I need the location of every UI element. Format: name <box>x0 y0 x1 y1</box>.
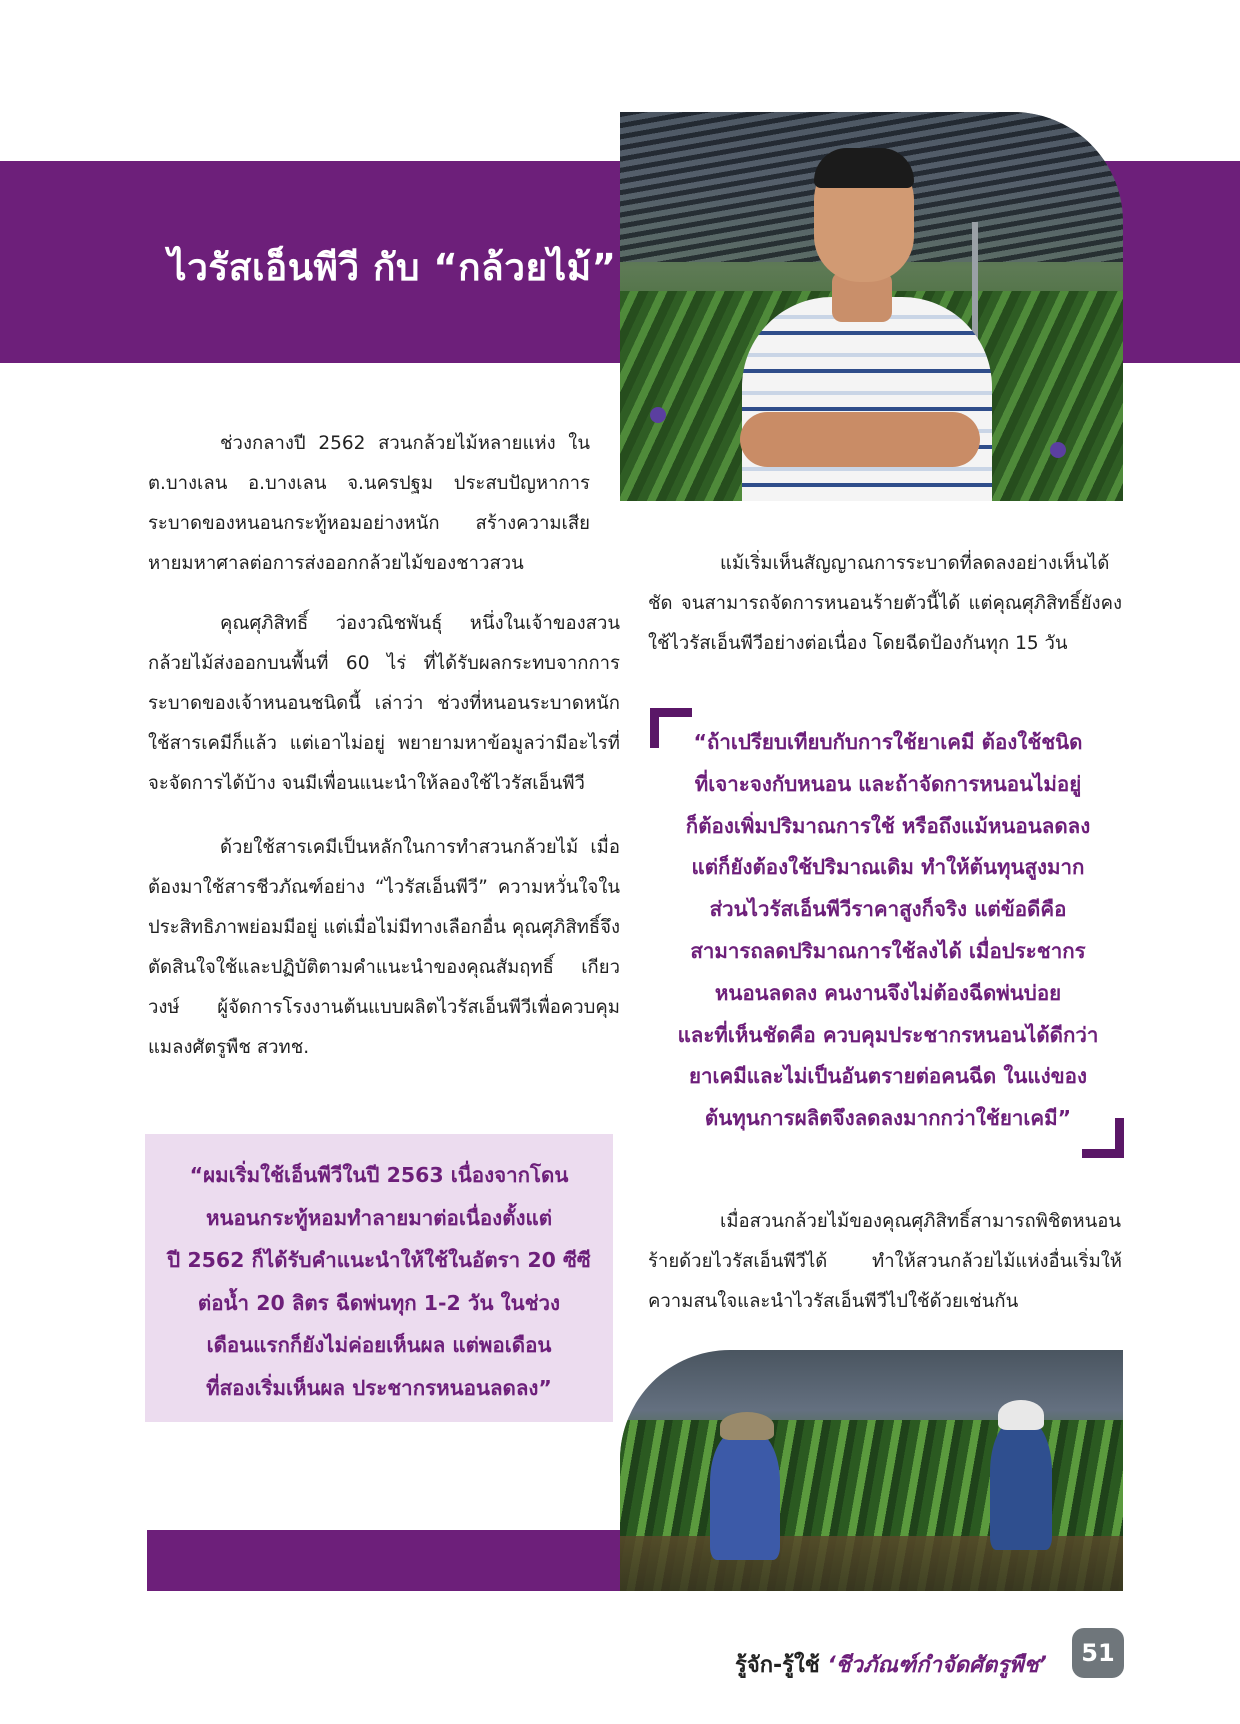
quote-line: และที่เห็นชัดคือ ควบคุมประชากรหนอนได้ดีกว่า <box>677 1022 1099 1047</box>
running-footer <box>735 1647 1047 1682</box>
quote-line: ปี 2562 ก็ได้รับคำแนะนำให้ใช้ในอัตรา 20 ซีซี <box>167 1248 591 1272</box>
pull-quote-left <box>145 1154 613 1409</box>
orchid-flower <box>1050 442 1066 458</box>
worker-hat <box>720 1412 774 1440</box>
quote-line: ส่วนไวรัสเอ็นพีวีราคาสูงก็จริง แต่ข้อดีคือ <box>709 897 1067 922</box>
quote-line: ที่สองเริ่มเห็นผล ประชากรหนอนลดลง” <box>206 1375 552 1400</box>
paragraph-3: ด้วยใช้สารเคมีเป็นหลักในการทำสวนกล้วยไม้ เมื่อต้องมาใช้สารชีวภัณฑ์อย่าง “ไวรัสเอ็นพีวี” ความหวั่นใจในประสิทธิภาพย่อมมีอยู่ แต่เมื่อไม่มีทางเลือกอื่น คุณศุภิสิทธิ์จึงตัดสินใจใช้และปฏิบัติตามคำแนะนำของคุณสัมฤทธิ์ เกียววงษ์ ผู้จัดการโรงงานต้นแบบผลิตไวรัสเอ็นพีวีเพื่อควบคุมแมลงศัตรูพืช สวทช. <box>148 837 620 1058</box>
farmer-crossed-arms <box>740 412 980 467</box>
quote-line: ที่เจาะจงกับหนอน และถ้าจัดการหนอนไม่อยู่ <box>694 771 1082 796</box>
quote-line: แต่ก็ยังต้องใช้ปริมาณเดิม ทำให้ต้นทุนสูงมาก <box>691 855 1085 880</box>
quote-line: เดือนแรกก็ยังไม่ค่อยเห็นผล แต่พอเดือน <box>206 1333 552 1357</box>
farmer-shirt <box>742 297 992 501</box>
quote-close-bracket <box>1082 1118 1124 1158</box>
quote-line: ก็ต้องเพิ่มปริมาณการใช้ หรือถึงแม้หนอนลดลง <box>685 813 1091 838</box>
farmer-hair <box>814 148 914 188</box>
orchid-farm-workers-photo <box>620 1350 1123 1591</box>
farmer-portrait-photo <box>620 112 1123 501</box>
quote-line: ต่อน้ำ 20 ลิตร ฉีดพ่นทุก 1-2 วัน ในช่วง <box>197 1290 561 1315</box>
worker-hat <box>998 1400 1044 1430</box>
worker-figure <box>990 1420 1052 1550</box>
quote-line: “ถ้าเปรียบเทียบกับการใช้ยาเคมี ต้องใช้ชนิด <box>693 730 1083 754</box>
page-number-badge: 51 <box>1072 1628 1124 1678</box>
quote-line: ยาเคมีและไม่เป็นอันตรายต่อคนฉีด ในแง่ของ <box>689 1064 1087 1089</box>
pull-quote-right <box>652 722 1124 1140</box>
quote-line: ต้นทุนการผลิตจึงลดลงมากกว่าใช้ยาเคมี” <box>704 1106 1072 1131</box>
footer-band <box>147 1530 620 1591</box>
quote-line: “ผมเริ่มใช้เอ็นพีวีในปี 2563 เนื่องจากโดน <box>189 1163 569 1187</box>
worker-figure <box>710 1430 780 1560</box>
footer-book-title: ‘ชีวภัณฑ์กำจัดศัตรูพืช’ <box>827 1653 1047 1678</box>
orchid-flower <box>650 407 666 423</box>
quote-line: สามารถลดปริมาณการใช้ลงได้ เมื่อประชากร <box>690 938 1086 963</box>
paragraph-4: แม้เริ่มเห็นสัญญาณการระบาดที่ลดลงอย่างเห็นได้ชัด จนสามารถจัดการหนอนร้ายตัวนี้ได้ แต่คุณศุภิสิทธิ์ยังคงใช้ไวรัสเอ็นพีวีอย่างต่อเนื่อง โดยฉีดป้องกันทุก 15 วัน <box>648 553 1122 654</box>
paragraph-2: คุณศุภิสิทธิ์ ว่องวณิชพันธุ์ หนึ่งในเจ้าของสวนกล้วยไม้ส่งออกบนพื้นที่ 60 ไร่ ที่ได้รับผลกระทบจากการระบาดของเจ้าหนอนชนิดนี้ เล่าว่า ช่วงที่หนอนระบาดหนัก ใช้สารเคมีก็แล้ว แต่เอาไม่อยู่ พยายามหาข้อมูลว่ามีอะไรที่จะจัดการได้บ้าง จนมีเพื่อนแนะนำให้ลองใช้ไวรัสเอ็นพีวี <box>148 613 620 794</box>
article-title: ไวรัสเอ็นพีวี กับ “กล้วยไม้” <box>168 246 617 289</box>
paragraph-5: เมื่อสวนกล้วยไม้ของคุณศุภิสิทธิ์สามารถพิชิตหนอนร้ายด้วยไวรัสเอ็นพีวีได้ ทำให้สวนกล้วยไม้แห่งอื่นเริ่มให้ความสนใจและนำไวรัสเอ็นพีวีไปใช้ด้วยเช่นกัน <box>648 1211 1122 1312</box>
footer-series: รู้จัก-รู้ใช้ <box>735 1653 820 1678</box>
quote-line: หนอนกระทู้หอมทำลายมาต่อเนื่องตั้งแต่ <box>205 1205 553 1230</box>
paragraph-1: ช่วงกลางปี 2562 สวนกล้วยไม้หลายแห่ง ใน ต.บางเลน อ.บางเลน จ.นครปฐม ประสบปัญหาการระบาดของหนอนกระทู้หอมอย่างหนัก สร้างความเสียหายมหาศาลต่อการส่งออกกล้วยไม้ของชาวสวน <box>148 433 590 574</box>
quote-line: หนอนลดลง คนงานจึงไม่ต้องฉีดพ่นบ่อย <box>714 980 1062 1005</box>
